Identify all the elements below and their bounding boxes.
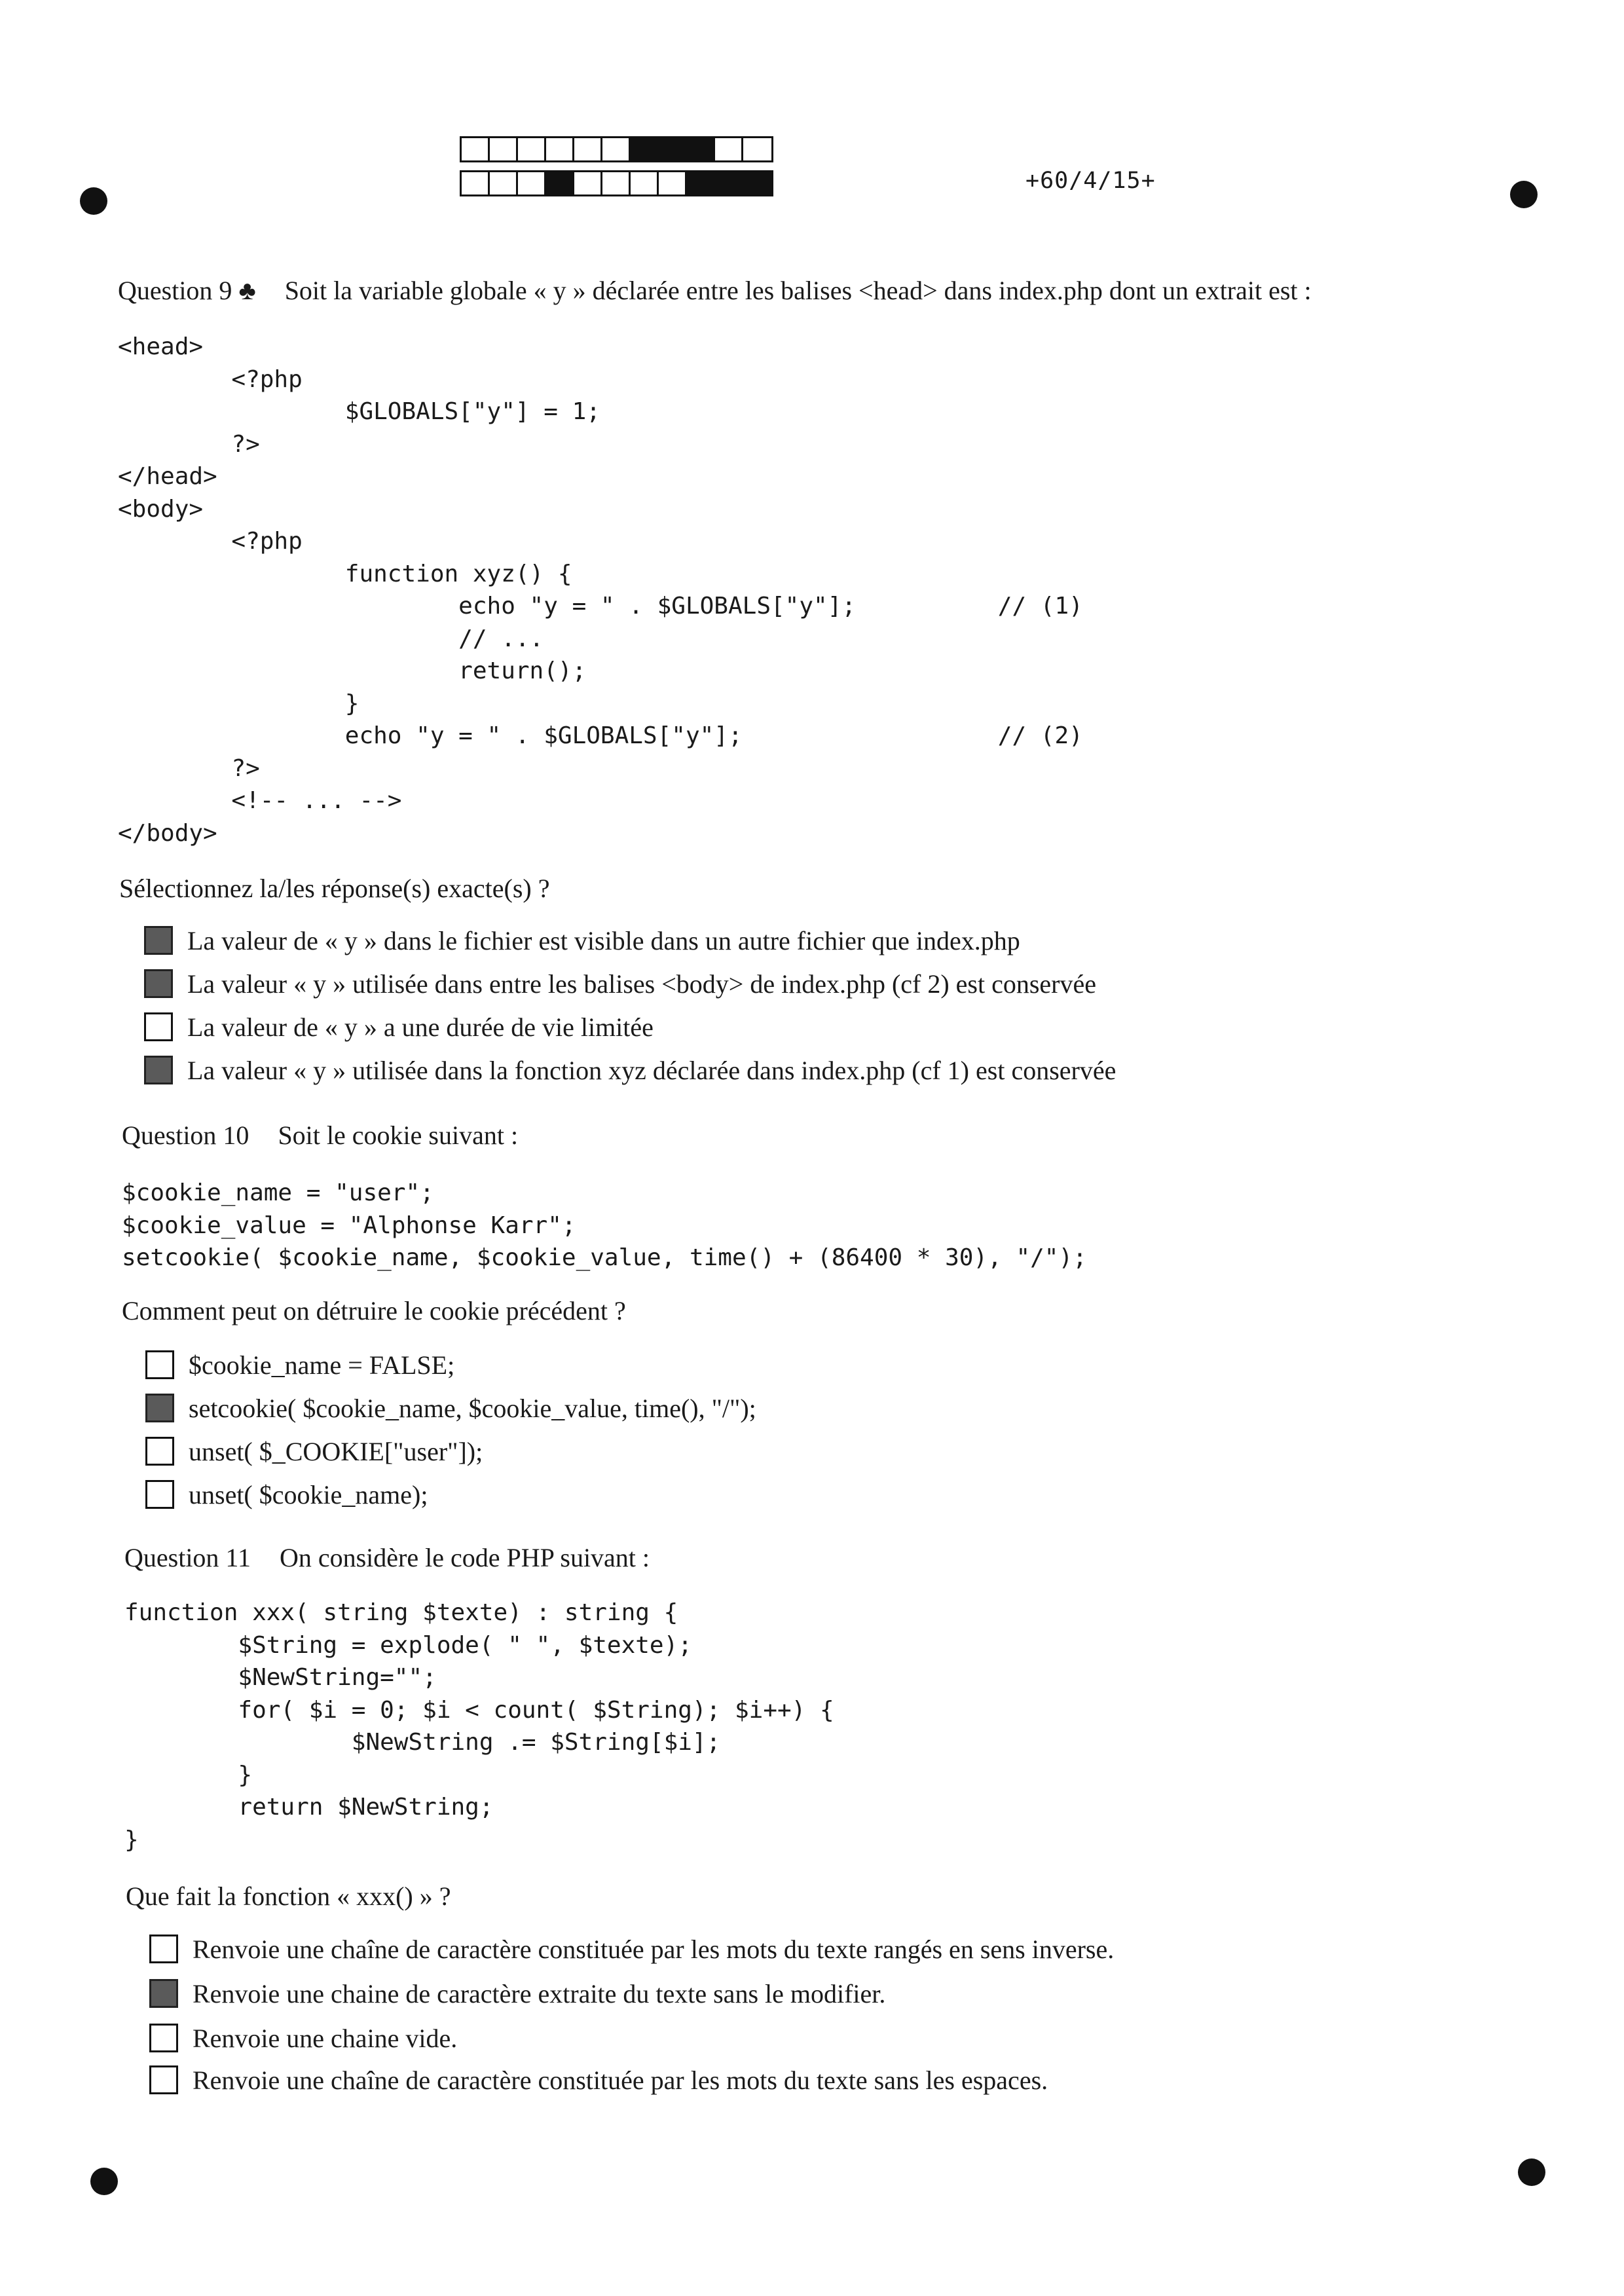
q9-answer-4[interactable] xyxy=(144,1053,1116,1087)
club-icon: ♣ xyxy=(238,276,256,305)
barcode-cell xyxy=(602,138,631,160)
barcode-cell xyxy=(574,172,602,194)
answer-label: La valeur « y » utilisée dans la fonction xyz déclarée dans index.php (cf 1) est conservée xyxy=(187,1055,1116,1085)
answer-label: unset( $cookie_name); xyxy=(189,1479,428,1509)
page-barcode-row-2 xyxy=(460,170,773,196)
barcode-cell xyxy=(743,138,771,160)
barcode-cell xyxy=(546,138,574,160)
barcode-cell xyxy=(518,172,546,194)
question-11-text: On considère le code PHP suivant : xyxy=(279,1543,650,1572)
question-10-label: Question 10 xyxy=(122,1120,249,1150)
exam-page-code: +60/4/15+ xyxy=(1025,168,1156,194)
answer-checkbox[interactable] xyxy=(149,2024,178,2052)
q10-answer-1[interactable] xyxy=(145,1348,454,1382)
answer-checkbox[interactable] xyxy=(144,1012,173,1041)
answer-label: unset( $_COOKIE["user"]); xyxy=(189,1436,483,1466)
answer-label: La valeur de « y » dans le fichier est visible dans un autre fichier que index.php xyxy=(187,925,1020,955)
answer-checkbox[interactable] xyxy=(144,969,173,998)
barcode-cell xyxy=(631,172,659,194)
q10-answer-3[interactable] xyxy=(145,1434,483,1468)
registration-mark-bottom-left xyxy=(90,2168,118,2195)
barcode-cell xyxy=(715,138,743,160)
answer-checkbox[interactable] xyxy=(145,1437,174,1466)
question-10-text: Soit le cookie suivant : xyxy=(278,1120,519,1150)
registration-mark-top-right xyxy=(1510,181,1538,208)
barcode-cell xyxy=(602,172,631,194)
barcode-cell xyxy=(687,172,715,194)
question-11-prompt: Que fait la fonction « xxx() » ? xyxy=(126,1881,451,1911)
answer-checkbox[interactable] xyxy=(145,1394,174,1422)
page-barcode-row-1 xyxy=(460,136,773,162)
barcode-cell xyxy=(659,138,687,160)
q9-answer-2[interactable] xyxy=(144,967,1096,1001)
registration-mark-top-left xyxy=(80,187,107,215)
answer-checkbox[interactable] xyxy=(145,1480,174,1509)
barcode-cell xyxy=(687,138,715,160)
answer-label: Renvoie une chaîne de caractère constituée par les mots du texte sans les espaces. xyxy=(193,2065,1048,2095)
barcode-cell xyxy=(715,172,743,194)
barcode-cell xyxy=(659,172,687,194)
q11-answer-4[interactable] xyxy=(149,2063,1048,2097)
answer-label: Renvoie une chaine vide. xyxy=(193,2023,458,2053)
barcode-cell xyxy=(490,138,518,160)
question-9-prompt: Sélectionnez la/les réponse(s) exacte(s) ? xyxy=(119,874,550,903)
q11-answer-3[interactable] xyxy=(149,2021,457,2055)
question-9-text: Soit la variable globale « y » déclarée entre les balises <head> dans index.php dont un extrait est : xyxy=(284,276,1312,305)
barcode-cell xyxy=(462,172,490,194)
answer-checkbox[interactable] xyxy=(149,1935,178,1963)
q11-answer-2[interactable] xyxy=(149,1976,885,2010)
q10-answer-4[interactable] xyxy=(145,1477,428,1511)
question-10-prompt: Comment peut on détruire le cookie précédent ? xyxy=(122,1296,626,1325)
question-10-code-block: $cookie_name = "user"; $cookie_value = "Alphonse Karr"; setcookie( $cookie_name, $cookie_value, time() + (86400 * 30), "/"); xyxy=(122,1179,1087,1271)
answer-checkbox[interactable] xyxy=(149,2065,178,2094)
answer-label: $cookie_name = FALSE; xyxy=(189,1350,455,1380)
q11-answer-1[interactable] xyxy=(149,1932,1114,1966)
question-11-header xyxy=(124,1542,650,1573)
registration-mark-bottom-right xyxy=(1518,2158,1545,2186)
q9-answer-3[interactable] xyxy=(144,1010,654,1044)
question-11-code-block: function xxx( string $texte) : string { $String = explode( " ", $texte); $NewString=""; for( $i = 0; $i < count( $String); $i++) { $NewString .= $String[$i]; } return $NewString; } xyxy=(124,1599,834,1853)
answer-label: Renvoie une chaine de caractère extraite du texte sans le modifier. xyxy=(193,1978,886,2009)
answer-label: La valeur de « y » a une durée de vie limitée xyxy=(187,1012,654,1042)
question-10-header xyxy=(122,1120,518,1151)
barcode-cell xyxy=(574,138,602,160)
question-9-header xyxy=(118,275,1312,306)
question-9-label: Question 9 xyxy=(118,276,232,305)
answer-checkbox[interactable] xyxy=(144,926,173,955)
answer-checkbox[interactable] xyxy=(149,1979,178,2008)
answer-checkbox[interactable] xyxy=(144,1056,173,1084)
barcode-cell xyxy=(518,138,546,160)
barcode-cell xyxy=(743,172,771,194)
q10-answer-2[interactable] xyxy=(145,1391,756,1425)
answer-label: La valeur « y » utilisée dans entre les balises <body> de index.php (cf 2) est conservée xyxy=(187,969,1097,999)
barcode-cell xyxy=(546,172,574,194)
barcode-cell xyxy=(490,172,518,194)
answer-checkbox[interactable] xyxy=(145,1350,174,1379)
question-11-label: Question 11 xyxy=(124,1543,251,1572)
answer-label: setcookie( $cookie_name, $cookie_value, time(), "/"); xyxy=(189,1393,756,1423)
q9-answer-1[interactable] xyxy=(144,923,1020,957)
barcode-cell xyxy=(631,138,659,160)
barcode-cell xyxy=(462,138,490,160)
answer-label: Renvoie une chaîne de caractère constituée par les mots du texte rangés en sens inverse. xyxy=(193,1934,1115,1964)
question-9-code-block: <head> <?php $GLOBALS["y"] = 1; ?> </head> <body> <?php function xyz() { echo "y = " . $GLOBALS["y"]; // (1) // ... return(); } echo "y = " . $GLOBALS["y"]; // (2) ?> <!-- ... --> </body> xyxy=(118,333,1083,847)
